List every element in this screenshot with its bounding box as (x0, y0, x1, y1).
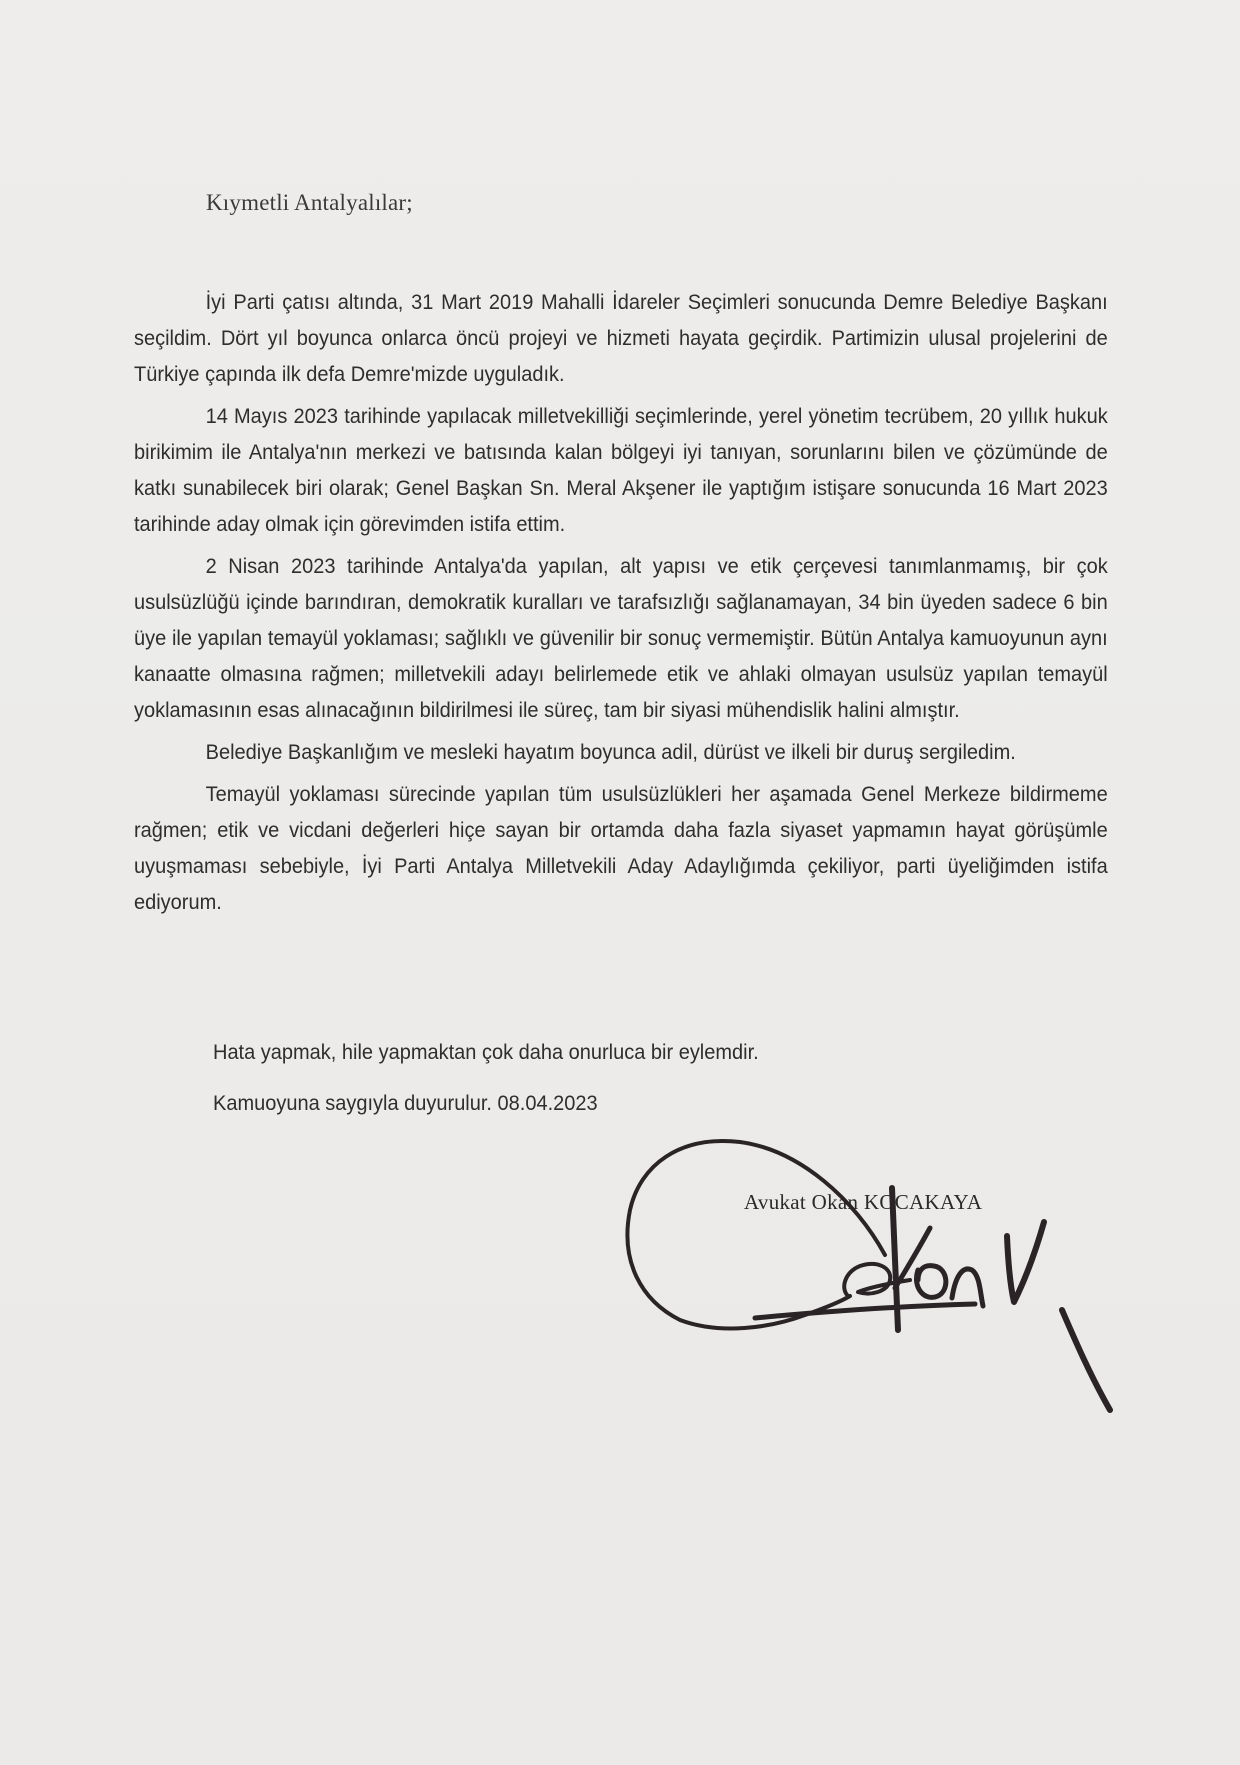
closing-announcement: Kamuoyuna saygıyla duyurulur. 08.04.2023 (213, 1091, 598, 1115)
closing-quote: Hata yapmak, hile yapmaktan çok daha onurluca bir eylemdir. (213, 1040, 759, 1064)
paragraph-primary-poll: 2 Nisan 2023 tarihinde Antalya'da yapılan, alt yapısı ve etik çerçevesi tanımlanmamış, bir çok usulsüzlüğü içinde barındıran, demokratik kuralları ve tarafsızlığı sağlanamayan, 34 bin üyeden sadece 6 bin üye ile yapılan temayül yoklaması; sağlıklı ve güvenilir bir sonuç vermemiştir. Bütün Antalya kamuoyunun aynı kanaatte olmasına rağmen; milletvekili adayı belirlemede etik ve ahlaki olmayan usulsüz yapılan temayül yoklamasının esas alınacağının bildirilmesi ile süreç, tam bir siyasi mühendislik halini almıştır. (134, 554, 1108, 722)
paragraph-integrity: Belediye Başkanlığım ve mesleki hayatım boyunca adil, dürüst ve ilkeli bir duruş sergiledim. (205, 740, 1016, 764)
letter-body (134, 284, 1108, 926)
signatory-name: Avukat Okan KOCAKAYA (744, 1190, 983, 1214)
greeting: Kıymetli Antalyalılar; (206, 190, 413, 215)
paragraph-candidacy: 14 Mayıs 2023 tarihinde yapılacak milletvekilliği seçimlerinde, yerel yönetim tecrübem, 20 yıllık hukuk birikimim ile Antalya'nın merkezi ve batısında kalan bölgeyi iyi tanıyan, sorunlarını bilen ve çözümünde de katkı sunabilecek biri olarak; Genel Başkan Sn. Meral Akşener ile yaptığım istişare sonucunda 16 Mart 2023 tarihinde aday olmak için görevimden istifa ettim. (134, 404, 1108, 536)
handwritten-signature-icon (600, 1120, 1140, 1420)
paragraph-party-election: İyi Parti çatısı altında, 31 Mart 2019 Mahalli İdareler Seçimleri sonucunda Demre Belediye Başkanı seçildim. Dört yıl boyunca onlarca öncü projeyi ve hizmeti hayata geçirdik. Partimizin ulusal projelerini de Türkiye çapında ilk defa Demre'mizde uyguladık. (134, 290, 1108, 386)
paragraph-resignation: Temayül yoklaması sürecinde yapılan tüm usulsüzlükleri her aşamada Genel Merkeze bildirmeme rağmen; etik ve vicdani değerleri hiçe sayan bir ortamda daha fazla siyaset yapmamın hayat görüşümle uyuşmaması sebebiyle, İyi Parti Antalya Milletvekili Aday Adaylığımda çekiliyor, parti üyeliğimden istifa ediyorum. (134, 782, 1108, 914)
